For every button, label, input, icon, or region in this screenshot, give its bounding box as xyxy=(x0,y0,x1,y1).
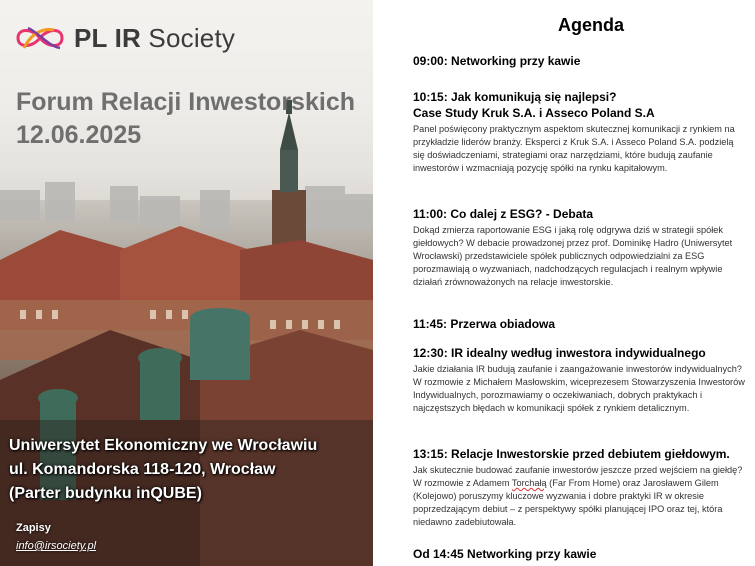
agenda-item-heading: 11:00: Co dalej z ESG? - Debata xyxy=(413,207,594,221)
address-line-street: ul. Komandorska 118-120, Wrocław xyxy=(9,461,276,478)
address-line-building: (Parter budynku inQUBE) xyxy=(9,485,202,502)
logo-wordmark: PL IR Society xyxy=(74,22,236,53)
event-title: Forum Relacji Inwestorskich xyxy=(16,88,355,116)
signup-label: Zapisy xyxy=(16,522,51,534)
agenda-item xyxy=(413,546,747,562)
agenda-item-heading: 13:15: Relacje Inwestorskie przed debiutem giełdowym. xyxy=(413,447,730,461)
agenda-item-description: Panel poświęcony praktycznym aspektom skutecznej komunikacji z rynkiem na przykładzie liderów branży. Eksperci z Kruk S.A. i Asseco Poland S.A. podzielą się doświadczeniami, strategiami oraz narzędziami, które budują zaufanie inwestorów i wzmacniają pozycję spółki na rynku kapitałowym. xyxy=(413,124,735,173)
agenda-item xyxy=(413,53,747,69)
event-address xyxy=(9,434,317,506)
agenda-item xyxy=(413,316,747,332)
agenda-item xyxy=(413,89,747,175)
agenda-item xyxy=(413,446,747,529)
agenda-title: Agenda xyxy=(557,15,624,35)
address-line-venue: Uniwersytet Ekonomiczny we Wrocławiu xyxy=(9,437,318,454)
agenda-item xyxy=(413,206,747,289)
agenda-panel xyxy=(373,0,755,566)
speaker-name: Torchałą xyxy=(511,478,547,488)
agenda-item-description: Dokąd zmierza raportowanie ESG i jaką rolę odgrywa dziś w strategii spółek giełdowych? W debacie prowadzonej przez prof. Dominikę Hadro (Uniwersytet Wrocławski) przedstawiciele spółek publicznych odpowiedzialni za ESG porozmawiają o wyzwaniach, nadchodzących regulacjach i realnym wpływie działań zrównoważonych na relacje inwestorskie. xyxy=(413,225,733,287)
agenda-item-description: Jak skutecznie budować zaufanie inwestorów jeszcze przed wejściem na giełdę? W rozmowie z Adamem Torchałą (Far From Home) oraz Jarosławem Gilem (Kolejowo) poruszymy kluczowe wyzwania i dobre praktyki IR w okresie poprzedzającym debiut – z perspektywy spółki planującej IPO oraz tej, która niedawno zadebiutowała. xyxy=(413,465,743,527)
agenda-item-subheading: Case Study Kruk S.A. i Asseco Poland S.A xyxy=(413,106,655,120)
agenda-item-description: Jakie działania IR budują zaufanie i zaangażowanie inwestorów indywidualnych? W rozmowie z Michałem Masłowskim, wiceprezesem Stowarzyszenia Inwestorów Indywidualnych, porozmawiamy o oczekiwaniach, dobrych praktykach i najczęstszych błędach w komunikacji spółek z rynkiem detalicznym. xyxy=(413,364,745,413)
infinity-logo-icon xyxy=(14,22,66,54)
pl-ir-society-logo xyxy=(14,22,235,54)
agenda-item-heading: 10:15: Jak komunikują się najlepsi? xyxy=(413,90,617,104)
agenda-item-heading: 12:30: IR idealny według inwestora indywidualnego xyxy=(413,346,706,360)
agenda-item xyxy=(413,345,747,415)
event-date: 12.06.2025 xyxy=(16,121,142,149)
signup-email-link[interactable]: info@irsociety.pl xyxy=(16,540,97,552)
agenda-item-heading: Od 14:45 Networking przy kawie xyxy=(413,547,597,561)
agenda-item-heading: 09:00: Networking przy kawie xyxy=(413,54,581,68)
agenda-item-heading: 11:45: Przerwa obiadowa xyxy=(413,317,556,331)
hero-panel xyxy=(0,0,373,566)
